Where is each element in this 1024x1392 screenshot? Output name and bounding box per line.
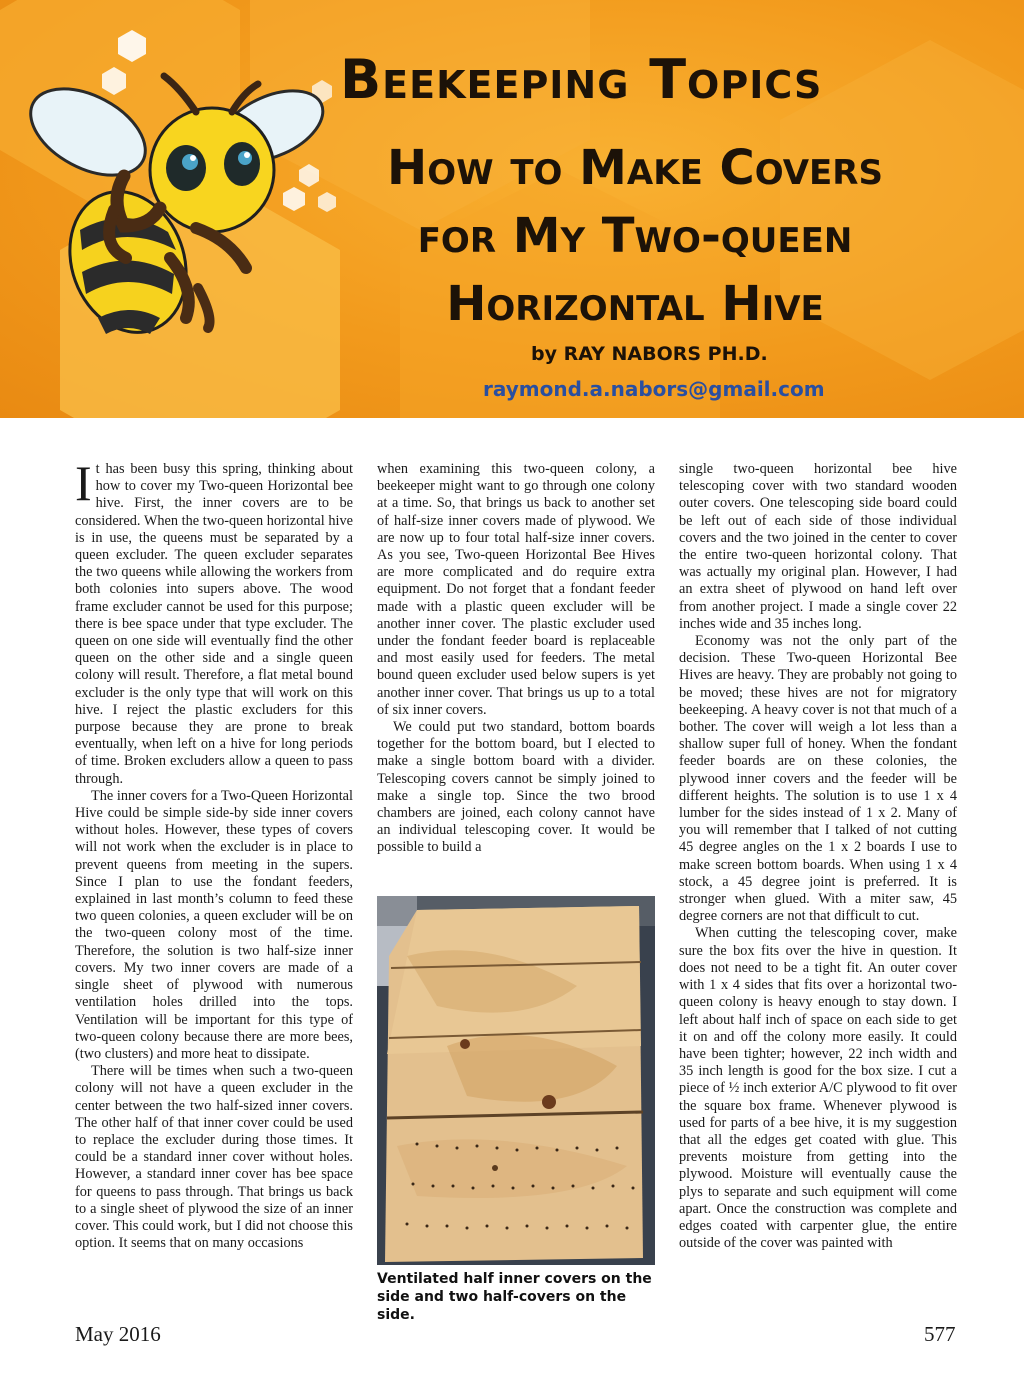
author-byline: by RAY NABORS PH.D. (531, 343, 768, 365)
paragraph: We could put two standard, bottom boards together for the bottom board, but I elected to make a single bottom board with a divider. Telescoping covers cannot be simply joined to make a single top. Since the two brood chambers are joined, each colony cannot have an individual telescoping cover. It would be possible to build a (377, 719, 655, 856)
article-column-1 (75, 455, 353, 1252)
paragraph: when examining this two-queen colony, a beekeeper might want to go through one colony at a time. So, that brings us back to another set of half-size inner covers made of plywood. We are now up to four total half-size inner covers. As you see, Two-queen Horizontal Bee Hives are more complicated and do require extra equipment. Do not forget that a fondant feeder made with a plastic queen excluder will be another inner cover. The plastic excluder used under the fondant feeder board is replaceable and most easily used for feeders. The metal bound queen excluder used below supers is yet another inner cover. That brings us up to a total of six inner covers. (377, 461, 655, 718)
paragraph: single two-queen horizontal bee hive telescoping cover with two standard wooden outer covers. One telescoping side board could be left out of each side of those individual covers and the two joined in the center to cover the entire two-queen horizontal colony. That was actually my original plan. However, I had an extra sheet of plywood on hand left over from another project. I made a single cover 22 inches wide and 35 inches long. (679, 461, 957, 632)
paragraph: There will be times when such a two-queen colony will not have a queen excluder in the center between the two half-sized inner covers. The other half of that inner cover could be used to replace the excluder during those times. It could be a standard inner cover without holes. However, a standard inner cover has bee space for queens to pass through. That brings us back to a single sheet of plywood the size of an inner cover. This could work, but I did not choose this option. It seems that on many occasions (75, 1063, 353, 1252)
section-topic: Beekeeping Topics (340, 48, 823, 111)
header-banner (0, 0, 1024, 418)
paragraph: Economy was not the only part of the decision. These Two-queen Horizontal Bee Hives are heavy. They are probably not going to be moved; these hives are not for migratory beekeeping. A heavy cover is not that much of a bother. The cover will weigh a lot less than a shallow super full of honey. When the fondant feeder boards are on these colonies, the plywood inner covers and the feeder will be different heights. The solution is to use 1 x 4 lumber for the sides instead of 1 x 2. Many of you will remember that I talked of not cutting 45 degree angles on the 1 x 2 boards I use to make screen bottom boards. When using 1 x 4 stock, a 45 degree joint is preferred. It is stronger when glued. With a miter saw, 45 degree corners are not that difficult to cut. (679, 633, 957, 925)
article-title-line-1: How to Make Covers (387, 140, 883, 196)
paragraph: The inner covers for a Two-Queen Horizontal Hive could be simple side-by side inner covers without holes. However, these types of covers will not work when the excluder is in place to prevent queens from meeting in the supers. Since I plan to use the fondant feeders, explained in last month’s column to feed these two queen colonies, a queen excluder will be on the two-queen colony most of the time. Therefore, the solution is two half-size inner covers. My two inner covers are made of a single sheet of plywood with numerous ventilation holes drilled into the tops. Ventilation will be important for this type of two-queen colony because there are more bees, (two clusters) and more heat to dissipate. (75, 787, 353, 1062)
photo-caption: Ventilated half inner covers on the side and two half-covers on the side. (377, 1271, 652, 1323)
article-title-line-2: for My Two-queen (417, 208, 853, 264)
paragraph: It has been busy this spring, thinking about how to cover my Two-queen Horizontal bee hive. First, the inner covers are to be considered. When the two-queen horizontal hive is in use, the queens must be separated by a queen excluder. The queen excluder separates the two queens while allowing the workers from both colonies into supers above. The wood frame excluder cannot be used for this purpose; there is bee space under that type excluder. The queen on one side will eventually find the other queen on the other side and a single queen colony will result. Therefore, a flat metal bound excluder is the only type that will work on this hive. I reject the plastic excluders for this purpose because they are prone to break eventually, when left on a hive for long periods of time. Broken excluders allow a queen to pass through. (75, 455, 353, 787)
author-email-link[interactable]: raymond.a.nabors@gmail.com (483, 377, 825, 401)
article-column-2 (377, 461, 655, 857)
article-column-3 (679, 461, 957, 1252)
page-number: 577 (924, 1322, 956, 1346)
hive-covers-photo (377, 896, 655, 1265)
drop-cap: I (75, 455, 92, 511)
issue-date: May 2016 (75, 1322, 161, 1346)
article-title-line-3: Horizontal Hive (446, 276, 824, 332)
paragraph: When cutting the telescoping cover, make sure the box fits over the hive in question. It does not need to be a tight fit. An outer cover with 1 x 4 sides that fits over a horizontal two-queen colony is heavy enough to stay down. I left about half inch of space on each side to get it on and off the colony more easily. It could have been tighter; however, 22 inch width and 35 inch length is good for the box size. I cut a piece of ½ inch exterior A/C plywood to fit over the square box frame. Whenever plywood is used for parts of a bee hive, it is my suggestion that all the edges get coated with glue. This prevents moisture from getting into the plywood. Moisture will eventually cause the plys to separate and such equipment will come apart. Once the construction was complete and edges coated with carpenter glue, the entire outside of the cover was painted with (679, 925, 957, 1252)
